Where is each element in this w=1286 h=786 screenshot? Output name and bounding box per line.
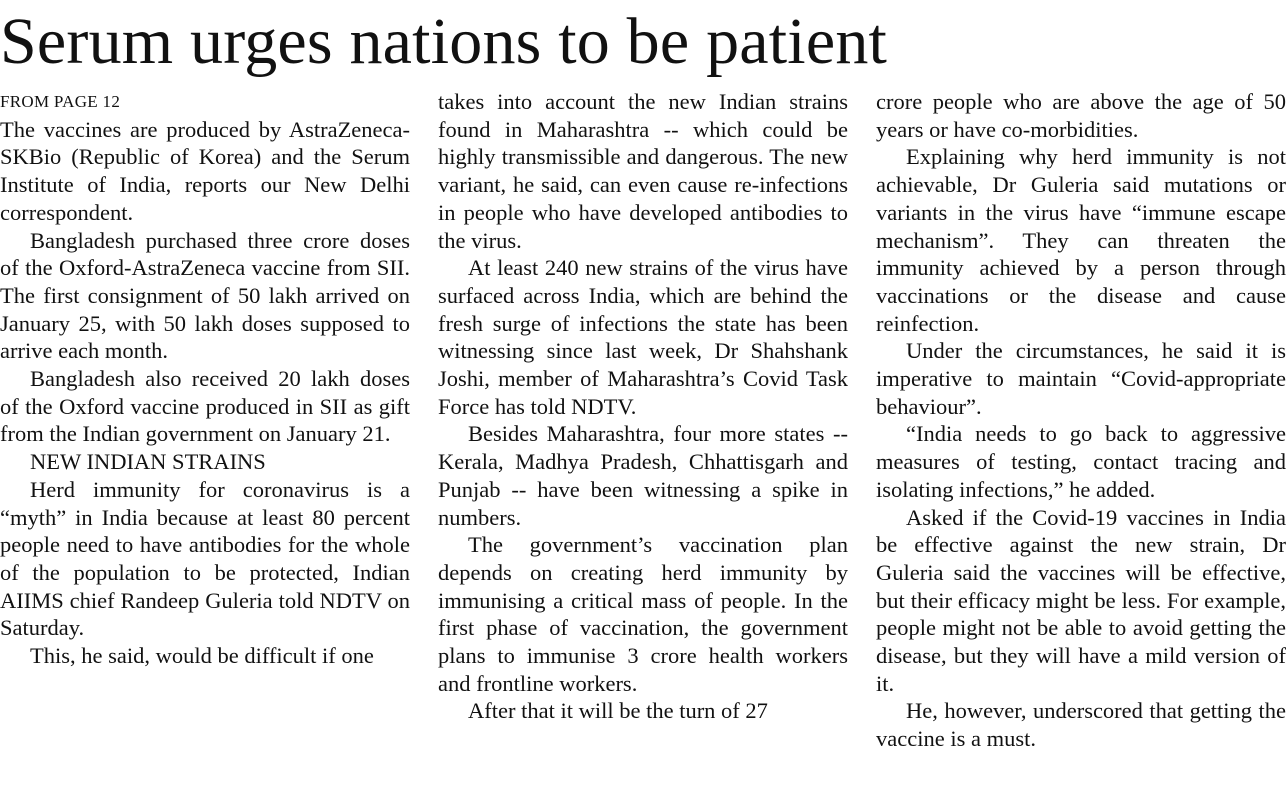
paragraph: Explaining why herd immunity is not achievable, Dr Guleria said mutations or variants in the virus have “immune escape mechanism”. They can threaten the immunity achieved by a person through vaccinations or the disease and cause reinfection. [876, 144, 1286, 336]
kicker: FROM PAGE 12 [0, 92, 121, 111]
paragraph: Bangladesh also received 20 lakh doses of the Oxford vaccine produced in SII as gift from the Indian government on January 21. [0, 366, 410, 447]
paragraph: The vaccines are produced by AstraZeneca-SKBio (Republic of Korea) and the Serum Institute of India, reports our New Delhi correspondent. [0, 116, 410, 225]
paragraph: After that it will be the turn of 27 [468, 698, 768, 724]
headline: Serum urges nations to be patient [0, 5, 888, 78]
paragraph: Bangladesh purchased three crore doses of the Oxford-AstraZeneca vaccine from SII. The first consignment of 50 lakh arrived on January 25, with 50 lakh doses supposed to arrive each month. [0, 227, 410, 364]
paragraph: Besides Maharashtra, four more states -- Kerala, Madhya Pradesh, Chhattisgarh and Punjab -- have been witnessing a spike in numbers. [438, 421, 848, 530]
paragraph: Herd immunity for coronavirus is a “myth” in India because at least 80 percent people need to have antibodies for the whole of the population to be protected, Indian AIIMS chief Randeep Guleria told NDTV on Saturday. [0, 476, 410, 641]
paragraph: crore people who are above the age of 50 years or have co-morbidities. [876, 89, 1286, 142]
paragraph: takes into account the new Indian strains found in Maharashtra -- which could be highly transmissible and dangerous. The new variant, he said, can even cause re-infections in people who have developed antibodies to the virus. [438, 89, 848, 253]
paragraph: At least 240 new strains of the virus have surfaced across India, which are behind the fresh surge of infections the state has been witnessing since last week, Dr Shahshank Joshi, member of Maharashtra’s Covid Task Force has told NDTV. [438, 255, 848, 419]
subheading: NEW INDIAN STRAINS [30, 449, 266, 475]
paragraph: This, he said, would be difficult if one [30, 643, 374, 669]
column-2 [438, 88, 848, 725]
paragraph: “India needs to go back to aggressive measures of testing, contact tracing and isolating infections,” he added. [876, 421, 1286, 502]
paragraph: Asked if the Covid-19 vaccines in India be effective against the new strain, Dr Guleria said the vaccines will be effective, but their efficacy might be less. For example, people might not be able to avoid getting the disease, but they will have a mild version of it. [876, 504, 1286, 696]
column-1 [0, 88, 410, 670]
paragraph: Under the circumstances, he said it is imperative to maintain “Covid-appropriate behaviour”. [876, 338, 1286, 419]
paragraph: He, however, underscored that getting the vaccine is a must. [876, 698, 1286, 752]
column-3 [876, 88, 1286, 753]
paragraph: The government’s vaccination plan depends on creating herd immunity by immunising a critical mass of people. In the first phase of vaccination, the government plans to immunise 3 crore health workers and frontline workers. [438, 532, 848, 696]
